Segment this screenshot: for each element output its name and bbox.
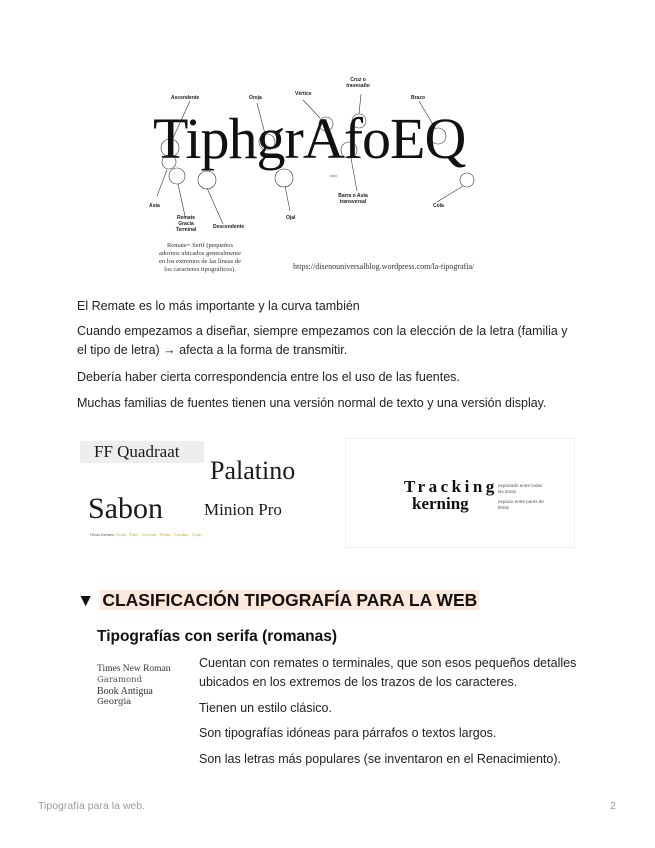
sample-sabon: Sabon bbox=[88, 492, 163, 525]
source-url: https://disenouniversalblog.wordpress.com/la-tipografia/ bbox=[293, 262, 475, 271]
tracking-word: Tracking bbox=[404, 477, 498, 496]
section-heading[interactable] bbox=[77, 590, 479, 611]
label-descendente: Descendente bbox=[213, 224, 245, 230]
remate-note-line1: Remate= Serif (pequeños bbox=[166, 242, 234, 249]
serif-point: Son tipografías idóneas para párrafos o textos largos. bbox=[199, 726, 497, 740]
other-fonts-line bbox=[90, 532, 201, 537]
serif-point: Son las letras más populares (se inventaron en el Renacimiento). bbox=[199, 752, 561, 766]
footer-document-title: Tipografía para la web. bbox=[38, 800, 146, 812]
remate-note-line3: en los extremos de las líneas de bbox=[159, 258, 241, 266]
serif-point: Cuentan con remates o terminales, que son esos pequeños detalles ubicados en los extremos de los trazos de los caracteres. bbox=[199, 656, 577, 689]
sample-palatino: Palatino bbox=[210, 456, 296, 485]
other-fonts-label: Otras fuentes: bbox=[90, 532, 117, 537]
label-cruz-line2: travesaño bbox=[346, 82, 370, 89]
other-fonts-links: Scala · Unit · Lexicon · Fedra · Coranto · Lyon bbox=[116, 532, 202, 537]
remate-note-line4: los caracteres tipográficos). bbox=[164, 266, 236, 274]
typography-anatomy-figure bbox=[145, 76, 525, 281]
label-brazo: Brazo bbox=[411, 95, 425, 101]
label-vertice: Vértice bbox=[295, 91, 312, 97]
label-remate-line2: Gracia bbox=[178, 220, 194, 227]
tracking-description: espaciado entre todas las letras bbox=[498, 483, 543, 494]
label-oreja: Oreja bbox=[249, 95, 262, 101]
paragraph-eleccion-letra: Cuando empezamos a diseñar, siempre empezamos con la elección de la letra (familia y el tipo de letra) → afecta a la forma de transmitir. bbox=[77, 324, 568, 357]
label-remate bbox=[175, 216, 197, 233]
label-cruz-line1: Cruz o bbox=[350, 77, 366, 83]
remate-note bbox=[145, 242, 255, 275]
label-barra-line1: Barra o Asta bbox=[338, 193, 368, 199]
label-cruz bbox=[341, 78, 375, 90]
anatomy-word: TiphgrAfoEQ bbox=[153, 106, 466, 171]
tracking-kerning-image bbox=[345, 438, 575, 548]
kerning-description: espacio entre pares de letras bbox=[498, 499, 544, 510]
sample-ff-quadraat: FF Quadraat bbox=[80, 441, 204, 463]
footer-page-number: 2 bbox=[610, 800, 616, 812]
label-ojal: Ojal bbox=[286, 215, 296, 221]
paragraph-familias: Muchas familias de fuentes tienen una versión normal de texto y una versión display. bbox=[77, 396, 547, 410]
label-ascendente: Ascendente bbox=[171, 95, 200, 101]
paragraph-correspondencia: Debería haber cierta correspondencia entre los el uso de las fuentes. bbox=[77, 370, 460, 384]
label-remate-line1: Remate bbox=[176, 215, 196, 221]
collapse-toggle-icon[interactable]: ▼ bbox=[77, 590, 95, 610]
serif-example: Times New Roman bbox=[97, 664, 171, 674]
serif-point: Tienen un estilo clásico. bbox=[199, 701, 332, 715]
label-remate-line3: Terminal bbox=[175, 226, 197, 233]
subsection-heading: Tipografías con serifa (romanas) bbox=[97, 628, 338, 645]
serif-example: Garamond bbox=[97, 675, 143, 685]
label-barra-line2: transversal bbox=[339, 198, 367, 205]
remate-note-line2: adornos ubicados generalmente bbox=[159, 250, 241, 258]
serif-example: Book Antigua bbox=[97, 686, 153, 697]
serif-font-examples bbox=[97, 664, 192, 708]
section-heading-text: CLASIFICACIÓN TIPOGRAFÍA PARA LA WEB bbox=[102, 590, 478, 610]
kerning-word: kerning bbox=[412, 494, 469, 513]
serif-example: Georgia bbox=[97, 697, 132, 707]
label-cola: Cola bbox=[433, 203, 444, 209]
label-asta: Asta bbox=[149, 203, 160, 209]
font-samples-image bbox=[80, 440, 320, 545]
label-barra bbox=[335, 194, 371, 206]
sample-minion-pro: Minion Pro bbox=[204, 500, 282, 519]
paragraph-remate: El Remate es lo más importante y la curva también bbox=[77, 299, 360, 313]
